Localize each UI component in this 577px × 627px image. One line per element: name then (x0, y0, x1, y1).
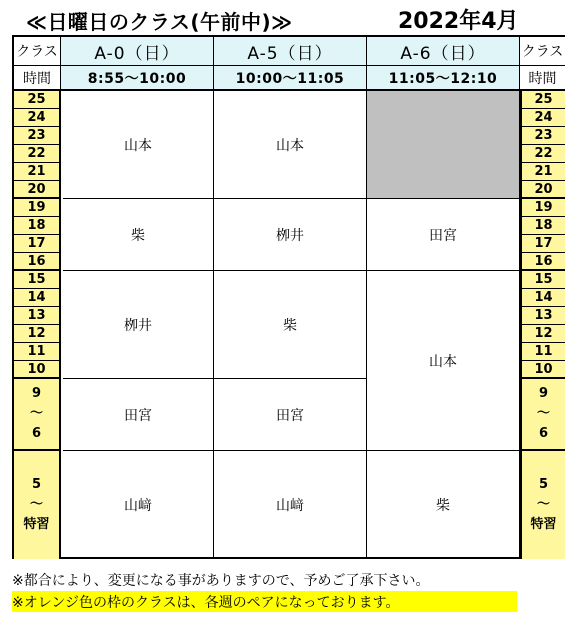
level-13: 13 (14, 307, 59, 325)
level-column-left (14, 91, 61, 559)
level-24: 24 (14, 109, 59, 127)
class-time-a0: 8:55～10:00 (61, 66, 214, 91)
level-group-9-6-bottom: 6 (538, 426, 549, 441)
level-15: 15 (522, 271, 565, 289)
slot-a0-9-6: 田宮 (63, 379, 214, 451)
slot-a0-19-16: 柴 (63, 199, 214, 271)
level-20: 20 (14, 181, 59, 199)
level-column-right (520, 91, 565, 559)
month-label: 2022年4月 (398, 9, 519, 34)
level-22: 22 (14, 145, 59, 163)
level-group-5-bottom: 特習 (530, 517, 557, 532)
level-21: 21 (522, 163, 565, 181)
note-schedule-change: ※都合により、変更になる事がありますので、予めご了承下さい。 (12, 573, 430, 589)
class-name-a0: A-0（日） (61, 37, 214, 66)
level-group-9-6 (522, 379, 565, 451)
level-group-9-6-tilde: ～ (29, 406, 43, 421)
slot-a6-19-16: 田宮 (367, 199, 520, 271)
slot-a5-25-20: 山本 (214, 91, 367, 199)
level-20: 20 (522, 181, 565, 199)
level-14: 14 (522, 289, 565, 307)
level-12: 12 (522, 325, 565, 343)
slot-a6-25-20-empty (367, 91, 520, 199)
note-orange-frame: ※オレンジ色の枠のクラスは、各週のペアになっております。 (12, 591, 517, 612)
level-group-9-6-top: 9 (538, 386, 549, 401)
slot-a6-15-6: 山本 (367, 271, 520, 451)
page-title: ≪日曜日のクラス(午前中)≫ (26, 10, 293, 34)
level-13: 13 (522, 307, 565, 325)
level-14: 14 (14, 289, 59, 307)
class-label-left: クラス (14, 37, 61, 66)
level-15: 15 (14, 271, 59, 289)
level-group-9-6-tilde: ～ (536, 406, 550, 421)
level-12: 12 (14, 325, 59, 343)
level-group-5-top: 5 (31, 477, 42, 492)
level-24: 24 (522, 109, 565, 127)
level-16: 16 (14, 253, 59, 271)
level-17: 17 (522, 235, 565, 253)
class-time-a5: 10:00～11:05 (214, 66, 367, 91)
level-10: 10 (14, 361, 59, 379)
level-19: 19 (14, 199, 59, 217)
class-name-a6: A-6（日） (367, 37, 520, 66)
level-19: 19 (522, 199, 565, 217)
level-23: 23 (522, 127, 565, 145)
level-25: 25 (14, 91, 59, 109)
time-label-left: 時間 (14, 66, 61, 91)
class-time-a6: 11:05～12:10 (367, 66, 520, 91)
slot-a6-5-special: 柴 (367, 451, 520, 559)
slot-a5-9-6: 田宮 (214, 379, 367, 451)
level-10: 10 (522, 361, 565, 379)
level-group-5-bottom: 特習 (23, 517, 50, 532)
slot-a5-5-special: 山﨑 (214, 451, 367, 559)
level-22: 22 (522, 145, 565, 163)
schedule-table (12, 35, 565, 559)
level-group-5-tilde: ～ (29, 497, 43, 512)
level-group-5-special (522, 451, 565, 559)
slot-a5-15-10: 柴 (214, 271, 367, 379)
level-17: 17 (14, 235, 59, 253)
level-group-9-6 (14, 379, 59, 451)
level-group-5-tilde: ～ (536, 497, 550, 512)
level-18: 18 (14, 217, 59, 235)
class-name-a5: A-5（日） (214, 37, 367, 66)
slot-a0-15-10: 栁井 (63, 271, 214, 379)
level-group-9-6-bottom: 6 (31, 426, 42, 441)
class-label-right: クラス (520, 37, 565, 66)
level-11: 11 (14, 343, 59, 361)
time-label-right: 時間 (520, 66, 565, 91)
level-group-5-top: 5 (538, 477, 549, 492)
slot-a0-25-20: 山本 (63, 91, 214, 199)
level-group-5-special (14, 451, 59, 559)
level-23: 23 (14, 127, 59, 145)
level-21: 21 (14, 163, 59, 181)
slot-a0-5-special: 山﨑 (63, 451, 214, 559)
slot-a5-19-16: 栁井 (214, 199, 367, 271)
level-group-9-6-top: 9 (31, 386, 42, 401)
level-25: 25 (522, 91, 565, 109)
level-18: 18 (522, 217, 565, 235)
level-11: 11 (522, 343, 565, 361)
level-16: 16 (522, 253, 565, 271)
